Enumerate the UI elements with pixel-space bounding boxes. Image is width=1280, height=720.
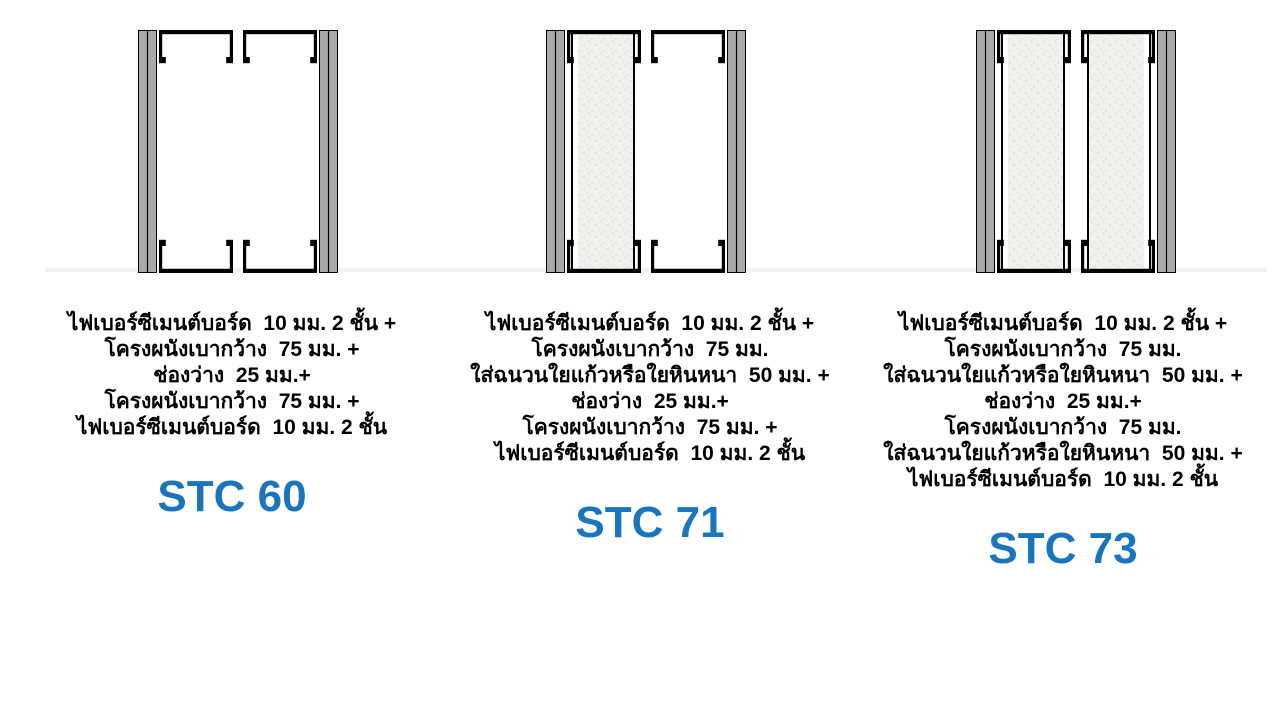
wall-description-line: ช่องว่าง 25 มม.+ (571, 390, 729, 413)
fiber-cement-board-left (547, 31, 565, 273)
wall-description-line: ใส่ฉนวนใยแก้วหรือใยหินหนา 50 มม. + (883, 364, 1243, 387)
insulation-batt-left-bay (1008, 34, 1063, 269)
insulation-edge-line (1087, 34, 1089, 269)
stud-web-line (1001, 34, 1003, 269)
wall-description-line: ช่องว่าง 25 มม.+ (153, 364, 311, 387)
wall-description-line: ไฟเบอร์ซีเมนต์บอร์ด 10 มม. 2 ชั้น + (485, 312, 815, 335)
wall-description-line: โครงผนังเบากว้าง 75 มม. (531, 338, 769, 361)
stc-rating-label: STC 71 (575, 498, 725, 547)
fiber-cement-board-left (977, 31, 995, 273)
insulation-batt-right-bay (1089, 34, 1144, 269)
stud-track-bottom-right-bay (651, 240, 725, 273)
wall-spec-column-1 (15, 311, 449, 520)
insulation-edge-line (1063, 34, 1065, 269)
wall-description-line: ไฟเบอร์ซีเมนต์บอร์ด 10 มม. 2 ชั้น + (67, 312, 397, 335)
insulation-edge-line (633, 34, 635, 269)
fiber-cement-board-right (1158, 31, 1176, 273)
wall-description-line: ไฟเบอร์ซีเมนต์บอร์ด 10 มม. 2 ชั้น (494, 442, 806, 465)
fiber-cement-board-right (320, 31, 338, 273)
wall-spec-column-3 (846, 311, 1280, 572)
insulation-batt-left-bay (578, 34, 633, 269)
wall-section-diagram-3 (976, 30, 1176, 273)
stc-rating-label: STC 73 (988, 524, 1138, 573)
stud-web-line (1149, 34, 1151, 269)
stud-track-top-left-bay (159, 30, 233, 63)
stud-track-top-right-bay (651, 30, 725, 63)
wall-description-line: โครงผนังเบากว้าง 75 มม. + (104, 390, 360, 413)
wall-description-line: ใส่ฉนวนใยแก้วหรือใยหินหนา 50 มม. + (883, 442, 1243, 465)
stc-rating-label: STC 60 (157, 472, 307, 521)
stud-track-top-right-bay (243, 30, 317, 63)
wall-description-line: โครงผนังเบากว้าง 75 มม. + (522, 416, 778, 439)
wall-section-diagram-2 (546, 30, 746, 273)
wall-description-line: ไฟเบอร์ซีเมนต์บอร์ด 10 มม. 2 ชั้น (76, 416, 388, 439)
wall-description-line: ใส่ฉนวนใยแก้วหรือใยหินหนา 50 มม. + (470, 364, 830, 387)
wall-description-line: ช่องว่าง 25 มม.+ (984, 390, 1142, 413)
fiber-cement-board-left (139, 31, 157, 273)
wall-spec-column-2 (433, 311, 867, 546)
wall-description-line: โครงผนังเบากว้าง 75 มม. (944, 338, 1182, 361)
stud-web-line (571, 34, 573, 269)
wall-section-diagram-1 (138, 30, 338, 273)
wall-description-line: โครงผนังเบากว้าง 75 มม. + (104, 338, 360, 361)
wall-description-line: ไฟเบอร์ซีเมนต์บอร์ด 10 มม. 2 ชั้น + (898, 312, 1228, 335)
wall-description-line: ไฟเบอร์ซีเมนต์บอร์ด 10 มม. 2 ชั้น (907, 468, 1219, 491)
wall-description-line: โครงผนังเบากว้าง 75 มม. (944, 416, 1182, 439)
stud-track-bottom-right-bay (243, 240, 317, 273)
fiber-cement-board-right (728, 31, 746, 273)
stud-track-bottom-left-bay (159, 240, 233, 273)
